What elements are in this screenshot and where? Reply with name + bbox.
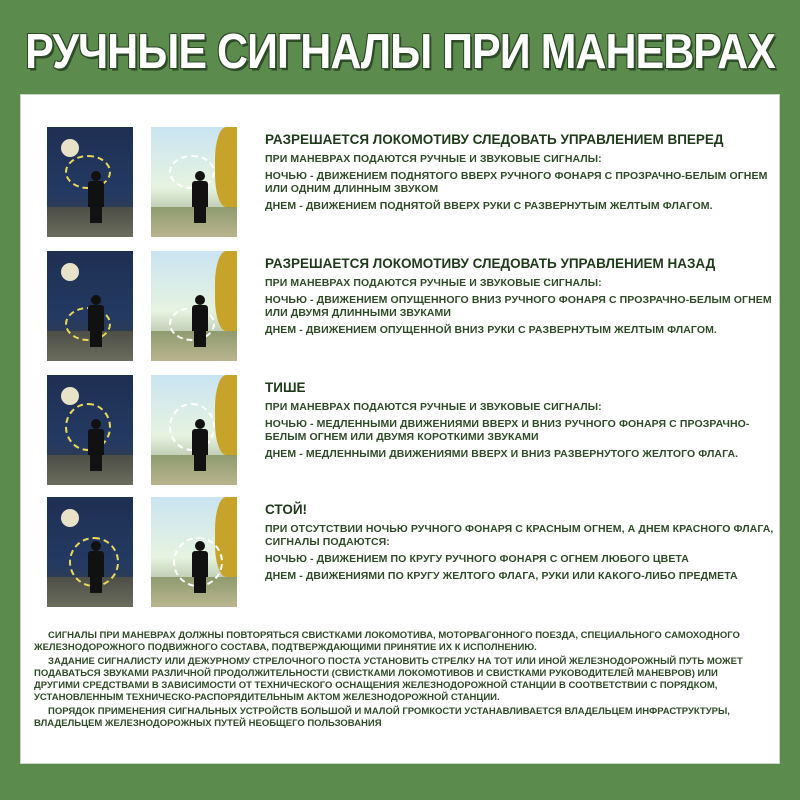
signalman-figure [191, 171, 209, 223]
signal-line: ПРИ ОТСУТСТВИИ НОЧЬЮ РУЧНОГО ФОНАРЯ С КРАСНЫМ ОГНЕМ, А ДНЕМ КРАСНОГО ФЛАГА, СИГНАЛЫ ПОДАЮТСЯ: [265, 523, 774, 548]
night-signal-illustration [47, 497, 133, 607]
signal-row-forward [47, 127, 777, 237]
signal-line: НОЧЬЮ - МЕДЛЕННЫМИ ДВИЖЕНИЯМИ ВВЕРХ И ВНИЗ РУЧНОГО ФОНАРЯ С ПРОЗРАЧНО-БЕЛЫМ ОГНЕМ ИЛИ ДВУМЯ КОРОТКИМИ ЗВУКАМИ [265, 418, 750, 443]
signal-line: НОЧЬЮ - ДВИЖЕНИЕМ ОПУЩЕННОГО ВНИЗ РУЧНОГО ФОНАРЯ С ПРОЗРАЧНО-БЕЛЫМ ОГНЕМ ИЛИ ДВУМЯ ДЛИННЫМИ ЗВУКАМИ [265, 294, 772, 319]
signalman-figure [191, 541, 209, 593]
signal-line: ДНЕМ - ДВИЖЕНИЕМ ОПУЩЕННОЙ ВНИЗ РУКИ С РАЗВЕРНУТЫМ ЖЕЛТЫМ ФЛАГОМ. [265, 324, 717, 336]
signal-line: ПРИ МАНЕВРАХ ПОДАЮТСЯ РУЧНЫЕ И ЗВУКОВЫЕ СИГНАЛЫ: [265, 401, 602, 413]
day-signal-illustration [151, 127, 237, 237]
signal-text [265, 127, 785, 217]
signalman-figure [87, 419, 105, 471]
signal-line: ДНЕМ - ДВИЖЕНИЯМИ ПО КРУГУ ЖЕЛТОГО ФЛАГА, РУКИ ИЛИ КАКОГО-ЛИБО ПРЕДМЕТА [265, 570, 738, 582]
signal-row-stop [47, 497, 777, 607]
signal-heading: РАЗРЕШАЕТСЯ ЛОКОМОТИВУ СЛЕДОВАТЬ УПРАВЛЕНИЕМ ВПЕРЕД [265, 132, 724, 147]
signalman-figure [191, 419, 209, 471]
day-signal-illustration [151, 497, 237, 607]
footer-paragraph: ПОРЯДОК ПРИМЕНЕНИЯ СИГНАЛЬНЫХ УСТРОЙСТВ БОЛЬШОЙ И МАЛОЙ ГРОМКОСТИ УСТАНАВЛИВАЕТСЯ ВЛАДЕЛЬЦЕМ ИНФРАСТРУКТУРЫ, ВЛАДЕЛЬЦЕМ ЖЕЛЕЗНОДОРОЖНЫХ ПУТЕЙ НЕОБЩЕГО ПОЛЬЗОВАНИЯ [34, 706, 730, 729]
footer-notes [34, 630, 754, 732]
tree-icon [215, 251, 237, 331]
moon-icon [61, 139, 79, 157]
signal-line: ПРИ МАНЕВРАХ ПОДАЮТСЯ РУЧНЫЕ И ЗВУКОВЫЕ СИГНАЛЫ: [265, 277, 602, 289]
signal-row-backward [47, 251, 777, 361]
moon-icon [61, 509, 79, 527]
signalman-figure [87, 295, 105, 347]
night-signal-illustration [47, 251, 133, 361]
signal-row-slower [47, 375, 777, 485]
signalman-figure [87, 171, 105, 223]
day-signal-illustration [151, 375, 237, 485]
signal-text [265, 251, 785, 341]
signal-line: ПРИ МАНЕВРАХ ПОДАЮТСЯ РУЧНЫЕ И ЗВУКОВЫЕ СИГНАЛЫ: [265, 153, 602, 165]
signal-line: ДНЕМ - МЕДЛЕННЫМИ ДВИЖЕНИЯМИ ВВЕРХ И ВНИЗ РАЗВЕРНУТОГО ЖЕЛТОГО ФЛАГА. [265, 448, 739, 460]
poster-title: РУЧНЫЕ СИГНАЛЫ ПРИ МАНЕВРАХ [25, 24, 775, 80]
moon-icon [61, 387, 79, 405]
night-signal-illustration [47, 127, 133, 237]
signalman-figure [191, 295, 209, 347]
signal-text [265, 497, 785, 587]
signal-heading: РАЗРЕШАЕТСЯ ЛОКОМОТИВУ СЛЕДОВАТЬ УПРАВЛЕНИЕМ НАЗАД [265, 256, 716, 271]
tree-icon [215, 127, 237, 207]
night-signal-illustration [47, 375, 133, 485]
signal-line: НОЧЬЮ - ДВИЖЕНИЕМ ПОДНЯТОГО ВВЕРХ РУЧНОГО ФОНАРЯ С ПРОЗРАЧНО-БЕЛЫМ ОГНЕМ ИЛИ ОДНИМ ДЛИННЫМ ЗВУКОМ [265, 170, 768, 195]
signal-heading: СТОЙ! [265, 502, 308, 517]
signal-text [265, 375, 785, 465]
signal-line: НОЧЬЮ - ДВИЖЕНИЕМ ПО КРУГУ РУЧНОГО ФОНАРЯ С ОГНЕМ ЛЮБОГО ЦВЕТА [265, 553, 689, 565]
tree-icon [215, 375, 237, 455]
day-signal-illustration [151, 251, 237, 361]
signal-line: ДНЕМ - ДВИЖЕНИЕМ ПОДНЯТОЙ ВВЕРХ РУКИ С РАЗВЕРНУТЫМ ЖЕЛТЫМ ФЛАГОМ. [265, 200, 713, 212]
signal-heading: ТИШЕ [265, 380, 306, 395]
footer-paragraph: ЗАДАНИЕ СИГНАЛИСТУ ИЛИ ДЕЖУРНОМУ СТРЕЛОЧНОГО ПОСТА УСТАНОВИТЬ СТРЕЛКУ НА ТОТ ИЛИ ИНОЙ ЖЕЛЕЗНОДОРОЖНЫЙ ПУТЬ МОЖЕТ ПОДАВАТЬСЯ ЗВУКАМИ РАЗЛИЧНОЙ ПРОДОЛЖИТЕЛЬНОСТИ (СВИСТКАМИ ЛОКОМОТИВОВ И СВИСТКАМИ РУКОВОДИТЕЛЕЙ МАНЕВРОВ) ИЛИ ДРУГИМИ СРЕДСТВАМИ В ЗАВИСИМОСТИ ОТ ТЕХНИЧЕСКОГО ОСНАЩЕНИЯ ЖЕЛЕЗНОДОРОЖНОЙ СТАНЦИИ В СООТВЕТСТВИИ С ПОРЯДКОМ, УСТАНОВЛЕННЫМ ТЕХНИЧЕСКО-РАСПОРЯДИТЕЛЬНЫМ АКТОМ ЖЕЛЕЗНОДОРОЖНОЙ СТАНЦИИ. [34, 656, 743, 703]
signalman-figure [87, 541, 105, 593]
footer-paragraph: СИГНАЛЫ ПРИ МАНЕВРАХ ДОЛЖНЫ ПОВТОРЯТЬСЯ СВИСТКАМИ ЛОКОМОТИВА, МОТОРВАГОННОГО ПОЕЗДА, СПЕЦИАЛЬНОГО САМОХОДНОГО ЖЕЛЕЗНОДОРОЖНОГО ПОДВИЖНОГО СОСТАВА, ПОДТВЕРЖДАЮЩИМИ ПРИНЯТИЕ ИХ К ИСПОЛНЕНИЮ. [34, 630, 740, 653]
moon-icon [61, 263, 79, 281]
